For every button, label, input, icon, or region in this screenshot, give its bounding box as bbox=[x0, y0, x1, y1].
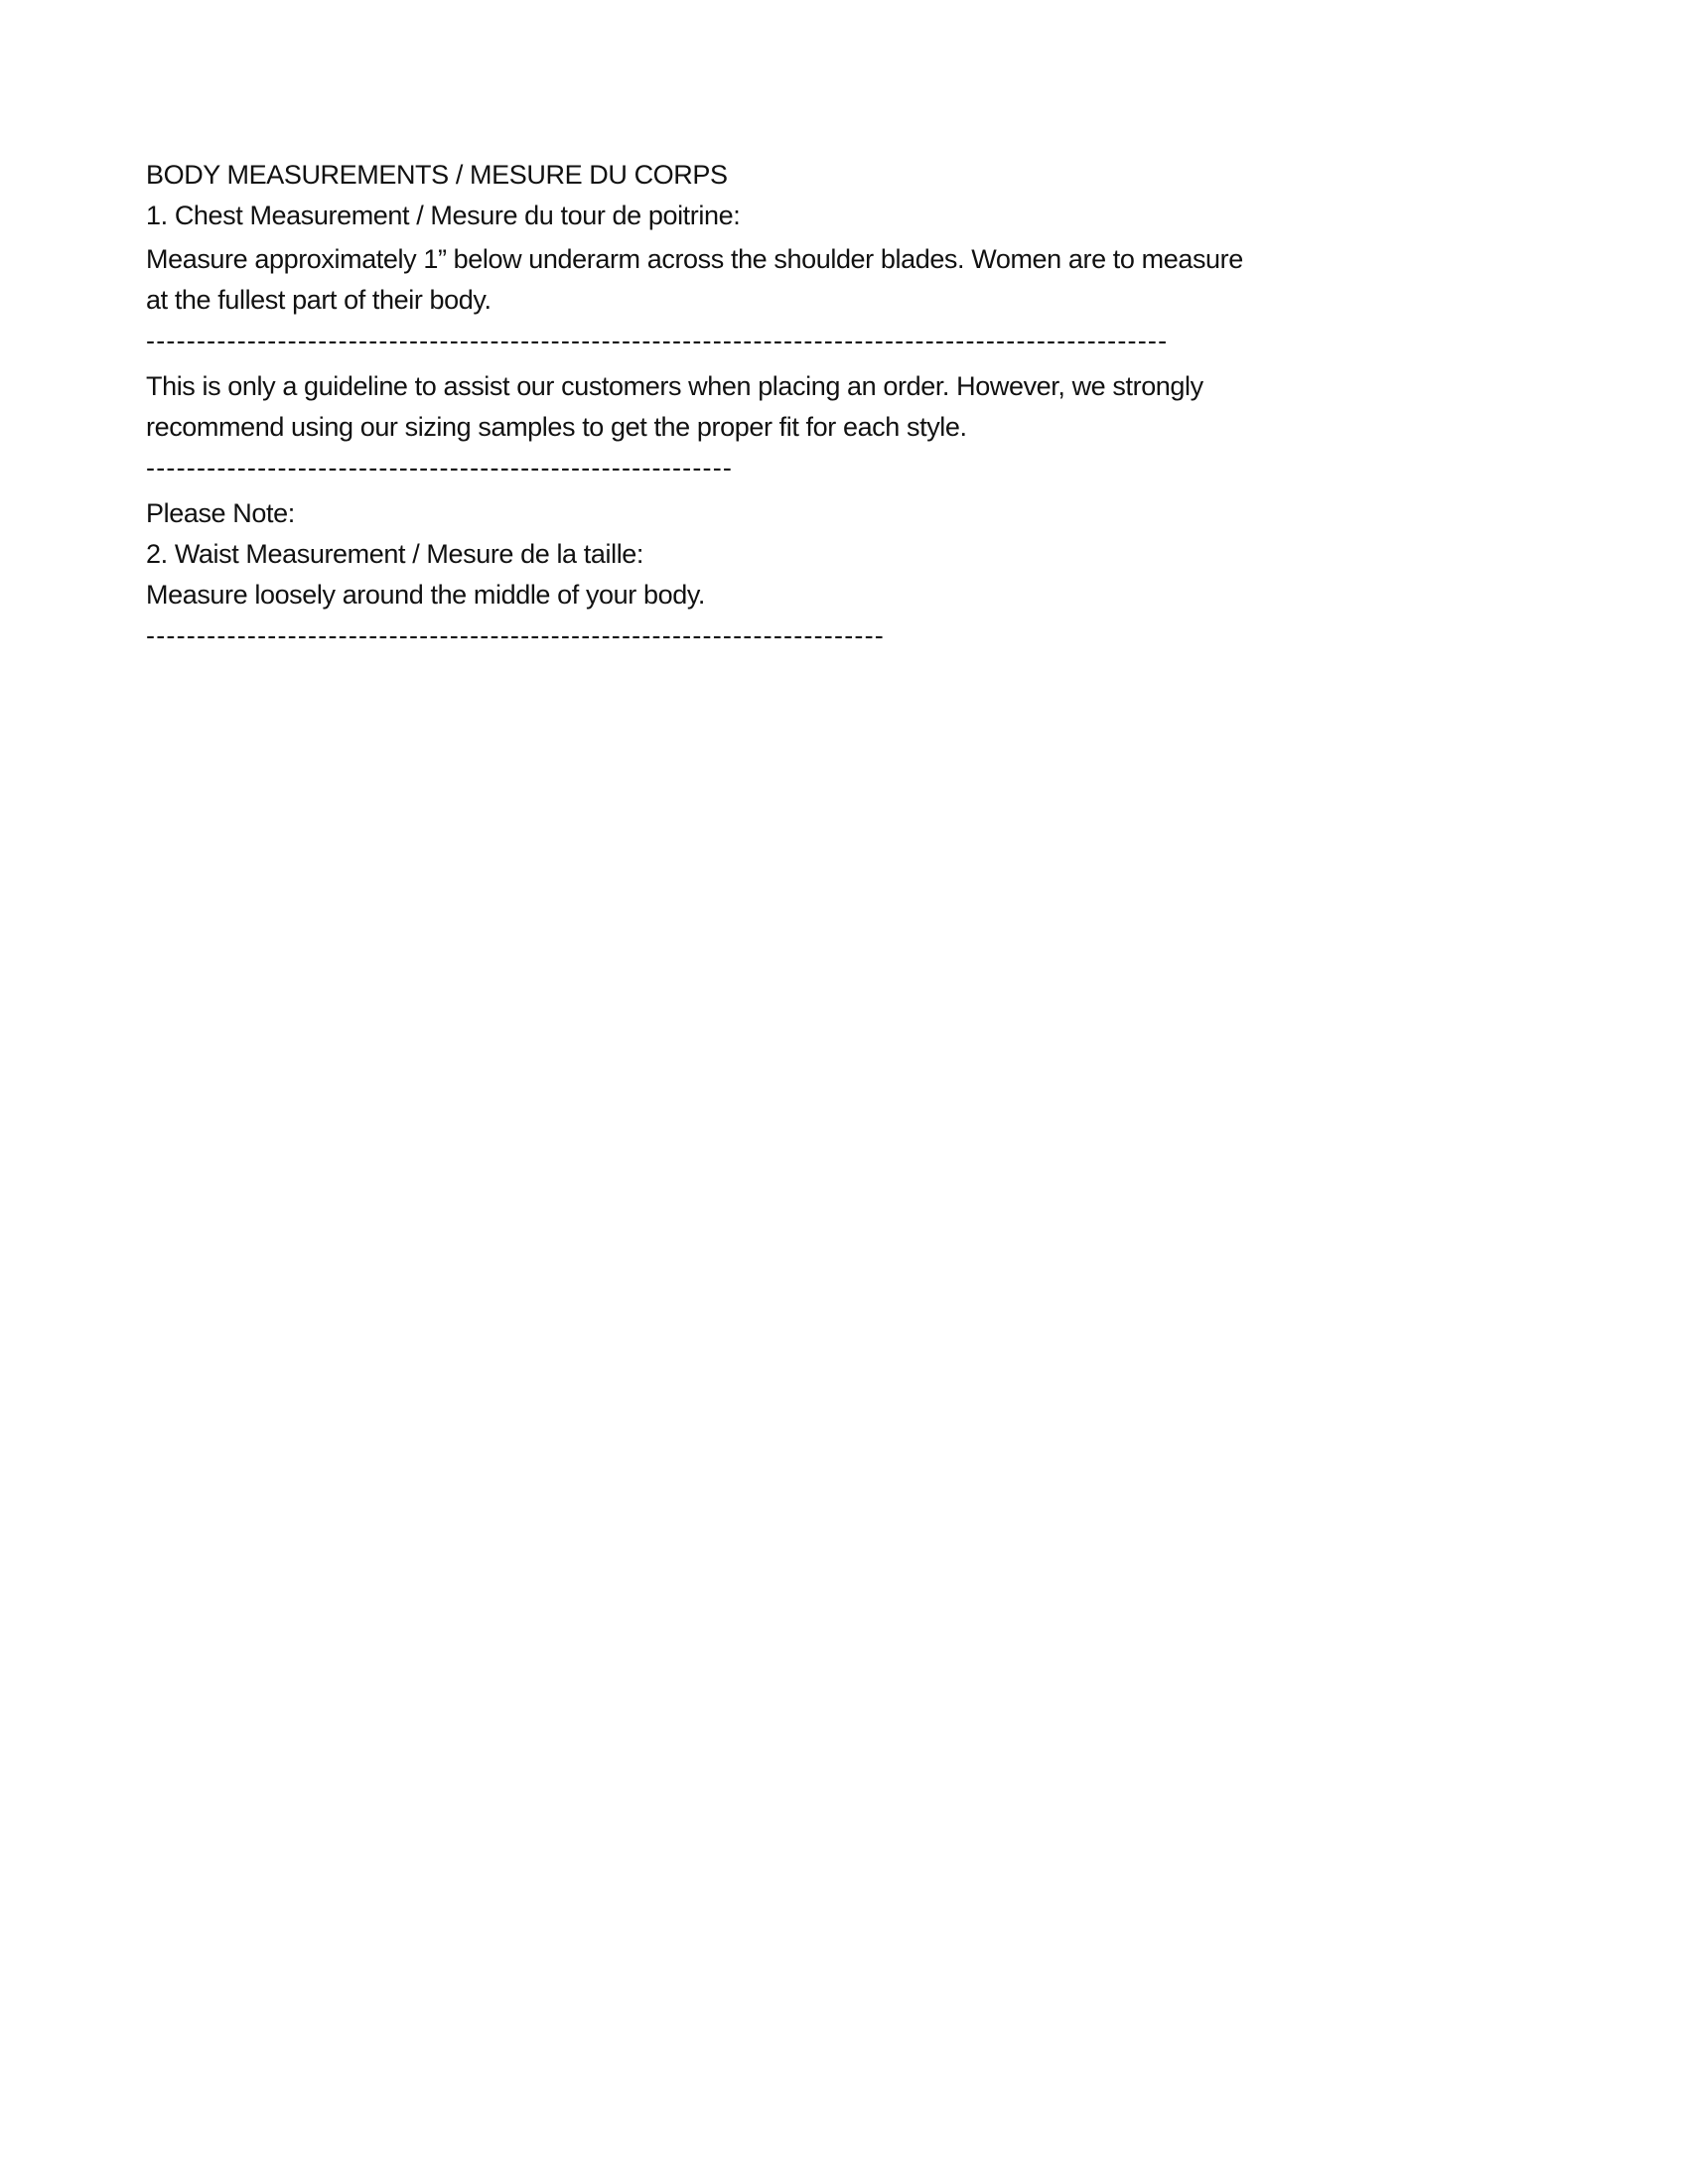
separator-dashes-short: ---------------------------------------------------------- bbox=[146, 453, 734, 482]
chest-measurement-instructions-line-1: Measure approximately 1” below underarm across the shoulder blades. Women are to measure bbox=[146, 244, 1243, 274]
guideline-note-line-1: This is only a guideline to assist our customers when placing an order. However, we strongly bbox=[146, 371, 1203, 401]
chest-measurement-heading: 1. Chest Measurement / Mesure du tour de poitrine: bbox=[146, 201, 741, 230]
separator-dashes-long: ----------------------------------------------------------------------------------------------------- bbox=[146, 326, 1169, 355]
chest-measurement-instructions-line-2: at the fullest part of their body. bbox=[146, 285, 492, 315]
separator-dashes-medium: ------------------------------------------------------------------------- bbox=[146, 620, 885, 650]
document-title: BODY MEASUREMENTS / MESURE DU CORPS bbox=[146, 160, 728, 190]
waist-measurement-instructions: Measure loosely around the middle of your body. bbox=[146, 580, 706, 610]
waist-measurement-heading: 2. Waist Measurement / Mesure de la taille: bbox=[146, 539, 644, 569]
please-note-label: Please Note: bbox=[146, 498, 295, 528]
document-body-text bbox=[146, 155, 1536, 656]
guideline-note-line-2: recommend using our sizing samples to get the proper fit for each style. bbox=[146, 412, 967, 442]
